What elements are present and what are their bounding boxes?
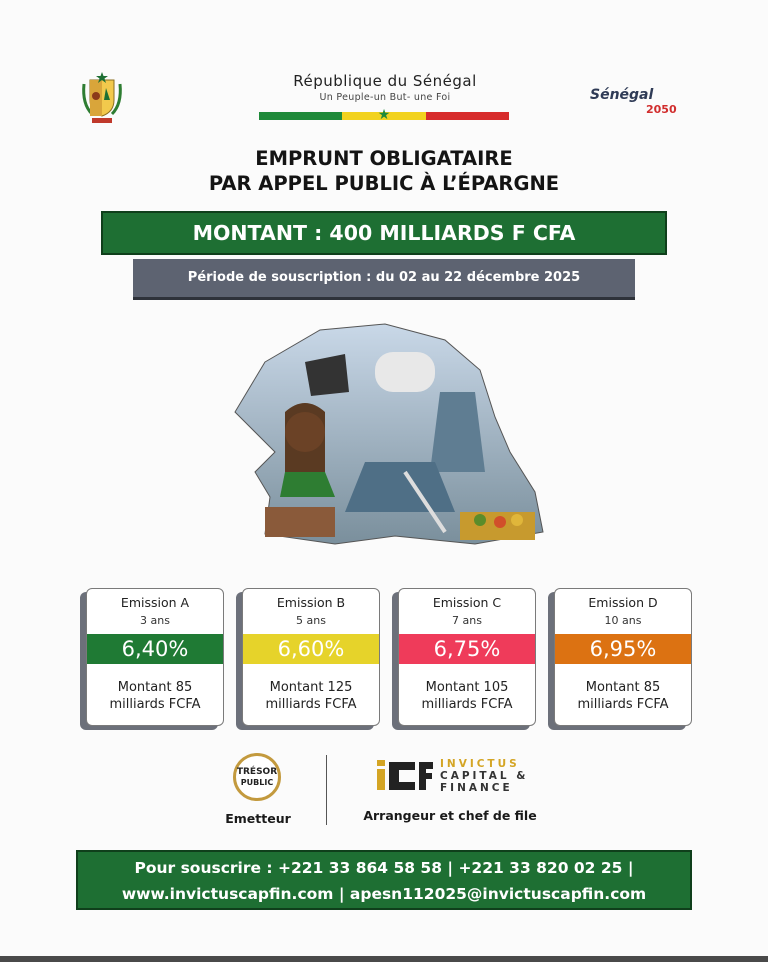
invictus-logo-line-2: CAPITAL &: [440, 770, 529, 782]
emission-name: Emission D: [588, 595, 658, 610]
title-line-1: EMPRUNT OBLIGATAIRE: [255, 147, 513, 170]
emission-duration: 3 ans: [140, 614, 170, 627]
emission-rate: 6,75%: [399, 634, 535, 664]
contact-phones: Pour souscrire : +221 33 864 58 58 | +221 33 820 02 25 |: [134, 859, 634, 877]
senegal-flag-stripe: [259, 107, 509, 123]
emission-amount-line-2: milliards FCFA: [109, 697, 201, 712]
senegal-2050-logo: [590, 84, 700, 120]
arranger-label: Arrangeur et chef de file: [363, 808, 537, 823]
emission-rate: 6,95%: [555, 634, 691, 664]
title-line-2: PAR APPEL PUBLIC À L’ÉPARGNE: [208, 172, 560, 195]
tresor-logo-line-2: PUBLIC: [240, 778, 274, 787]
republic-title: République du Sénégal: [293, 72, 477, 90]
emission-name: Emission C: [432, 595, 502, 610]
emission-duration: 5 ans: [296, 614, 326, 627]
emission-name: Emission B: [276, 595, 346, 610]
emission-duration: 7 ans: [452, 614, 482, 627]
invictus-icf-logo-icon: [375, 758, 435, 792]
tresor-public-logo: [233, 753, 281, 801]
star-icon: ★: [377, 107, 391, 123]
emission-card-c: [398, 588, 536, 726]
emission-amount: [399, 679, 535, 713]
bottom-strip: [0, 956, 768, 962]
subscription-period-banner: Période de souscription : du 02 au 22 décembre 2025: [133, 259, 635, 297]
emission-amount-line-1: Montant 105: [425, 680, 509, 695]
amount-banner: MONTANT : 400 MILLIARDS F CFA: [101, 211, 667, 255]
logo-divider: [326, 755, 327, 825]
emission-amount: [555, 679, 691, 713]
contact-web-email: www.invictuscapfin.com | apesn112025@invictuscapfin.com: [121, 885, 647, 903]
emission-duration: 10 ans: [604, 614, 642, 627]
emission-rate: 6,40%: [87, 634, 223, 664]
vision-logo-year: 2050: [646, 103, 677, 116]
senegal-map-collage-image: [225, 322, 555, 554]
senegal-coat-of-arms-icon: [78, 70, 126, 126]
emission-name: Emission A: [120, 595, 190, 610]
invictus-logo-line-3: FINANCE: [440, 782, 513, 794]
emission-amount-line-2: milliards FCFA: [577, 697, 669, 712]
contact-banner: [76, 850, 692, 910]
emission-amount-line-2: milliards FCFA: [265, 697, 357, 712]
emission-amount-line-1: Montant 85: [117, 680, 193, 695]
invictus-logo-text: [440, 758, 528, 794]
tresor-logo-line-1: TRÉSOR: [236, 767, 278, 777]
emission-amount: [243, 679, 379, 713]
emission-amount-line-1: Montant 125: [269, 680, 353, 695]
emission-amount-line-1: Montant 85: [585, 680, 661, 695]
invictus-logo-line-1: INVICTUS: [440, 758, 520, 770]
emission-card-b: [242, 588, 380, 726]
national-motto: Un Peuple-un But- une Foi: [319, 92, 451, 103]
emission-amount: [87, 679, 223, 713]
vision-logo-word: Sénégal: [590, 87, 654, 103]
emission-card-a: [86, 588, 224, 726]
emission-card-d: [554, 588, 692, 726]
issuer-label: Emetteur: [225, 811, 291, 826]
emission-rate: 6,60%: [243, 634, 379, 664]
page-title: [150, 146, 618, 196]
emission-amount-line-2: milliards FCFA: [421, 697, 513, 712]
